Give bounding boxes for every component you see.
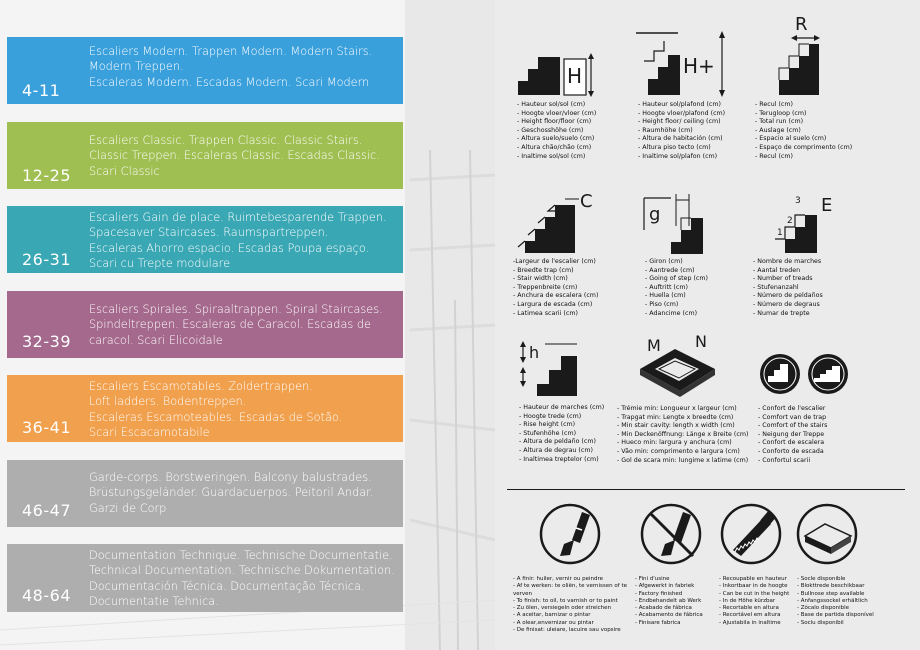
category-title: Documentation Technique. Technische Documentatie. Technical Documentation. Technische Dokumentation. Documentación Técnica. Documentação Técnica. Documentatie Tehnica.	[89, 549, 395, 609]
legend-list: - Hauteur sol/sol (cm) - Hoogte vloer/vloer (cm) - Height floor/floor (cm) - Geschosshöhe (cm) - Altura suelo/suelo (cm) - Altura chão/chão (cm) - Inaltime sol/sol (cm)	[517, 101, 597, 160]
legend-steps	[753, 185, 873, 330]
paint-brush-icon	[538, 500, 603, 565]
category-band-spiral[interactable]	[7, 291, 403, 358]
category-title: Escaliers Gain de place. Ruimtebesparende Trappen. Spacesaver Staircases. Raumspartreppen. Escaleras Ahorro espacio. Escadas Poupa espaço. Scari cu Trepte modulare	[89, 211, 387, 271]
symbol-label: R	[795, 14, 808, 35]
legend-list: - Recul (cm) - Terugloop (cm) - Total run (cm) - Auslage (cm) - Espacio al suelo (cm) - Espaço de comprimento (cm) - Recul (cm)	[755, 101, 853, 160]
legend-list: - Trémie min: Longueur x largeur (cm) - Trapgat min: Lengte x breedte (cm) - Min stair cavity: length x width (cm) - Min Deckenöffnung: Länge x Breite (cm) - Hueco min: largura y anchura (cm) - Vão min: comprimento e largura (cm) - Gol de scara min: lungime x latime (cm)	[617, 405, 749, 464]
category-band-documentation[interactable]	[7, 544, 403, 612]
category-band-balustrades[interactable]	[7, 460, 403, 527]
category-band-loft-ladders[interactable]	[7, 375, 403, 442]
finish-bullnose	[795, 500, 915, 650]
category-title: Escaliers Escamotables. Zoldertrappen. Loft ladders. Bodentreppen. Escaleras Escamoteables. Escadas de Sotão. Scari Escacamotabile	[89, 380, 343, 440]
comfort-icon-steep	[760, 354, 800, 394]
step-count-icon	[753, 185, 853, 257]
no-brush-icon	[639, 500, 704, 565]
legend-list: - Nombre de marches - Aantal treden - Number of treads - Stufenanzahl - Número de peldaños - Número de degraus - Numar de trepte	[753, 258, 823, 317]
symbol-label: H	[567, 64, 583, 88]
finish-list: - A finir: huiler, vernir ou peindre - Af te werken: te oliën, te vernissen of te verven - To finish: to oil, to varnish or to paint - Zu ölen, versiegeln oder streichen - A aceitar, barnizar o pintar - A olear,envernizar ou pintar - De finisat: uleiare, lacuire sau vopsire	[513, 576, 627, 634]
category-band-modern[interactable]	[7, 37, 403, 104]
comfort-icon-gentle	[808, 354, 848, 394]
stair-height-icon	[515, 35, 605, 100]
legend-list: - Confort de l'escalier - Comfort van de trap - Comfort of the stairs - Neigung der Treppe - Confort de escalera - Conforto de escada - Confortul scarii	[758, 405, 828, 464]
symbol-label: N	[695, 332, 707, 351]
step-number: 1	[777, 228, 783, 238]
category-title: Escaliers Spirales. Spiraaltrappen. Spiral Staircases. Spindeltreppen. Escaleras de Caracol. Escadas de caracol. Scari Elicoidale	[89, 303, 383, 347]
legend-list: - Hauteur sol/plafond (cm) - Hoogte vloer/plafond (cm) - Height floor/ ceiling (cm) - Raumhöhe (cm) - Altura de habitación (cm) - Altura piso tecto (cm) - Inaltime sol/plafon (cm)	[638, 101, 726, 160]
category-title: Garde-corps. Borstweringen. Balcony balustrades. Brüstungsgeländer. Guardacuerpos. Peitoril Andar. Garzi de Corp	[89, 471, 374, 515]
page-range: 36-41	[22, 418, 71, 437]
category-band-classic[interactable]	[7, 122, 403, 189]
legend-tremie	[615, 333, 765, 478]
stair-opening-icon	[615, 333, 750, 403]
comfort-icons	[758, 350, 858, 400]
finish-list: - Recoupable en hauteur - Inkortbaar in de hoogte - Can be cut in the height - In de Höhe kürzbar - Recortable en altura - Recortável em altura - Ajustabila in inaltime	[719, 576, 790, 626]
page-range: 12-25	[22, 166, 71, 185]
legend-height-ceiling	[636, 25, 746, 175]
step-number: 2	[787, 216, 793, 226]
legend-height-floor	[515, 35, 625, 175]
legend-panel	[495, 0, 920, 650]
symbol-label: h	[529, 343, 540, 362]
base-block-icon	[795, 500, 860, 565]
page-range: 46-47	[22, 501, 71, 520]
finish-list: - Socle disponible - Blokttrede beschikbaar - Bullnose step available - Anfangssockel erhältlich - Zócalo disponible - Base de partida disponível - Soclu disponibil	[797, 576, 874, 626]
section-divider	[507, 489, 905, 490]
legend-list: -Largeur de l'escalier (cm) - Breedte trap (cm) - Stair width (cm) - Treppenbreite (cm) - Anchura de escalera (cm) - Largura de escada (cm) - Latimea scarii (cm)	[513, 258, 599, 317]
legend-width	[513, 185, 633, 330]
symbol-label: M	[647, 336, 661, 355]
symbol-label: E	[821, 195, 833, 216]
saw-icon	[719, 500, 784, 565]
legend-recul	[753, 12, 873, 177]
page-range: 4-11	[22, 81, 61, 100]
legend-list: - Hauteur de marches (cm) - Hoogte trede (cm) - Rise height (cm) - Stufenhöhe (cm) - Altura de peldaño (cm) - Altura de degrau (cm) - Inaltimea treptelor (cm)	[519, 404, 605, 463]
legend-giron	[641, 190, 751, 330]
page-range: 26-31	[22, 250, 71, 269]
category-title: Escaliers Modern. Trappen Modern. Modern Stairs. Modern Treppen. Escaleras Modern. Escadas Modern. Scari Modern	[89, 45, 373, 89]
page-range: 32-39	[22, 332, 71, 351]
symbol-label: C	[580, 191, 593, 212]
page-range: 48-64	[22, 586, 71, 605]
symbol-label: g	[649, 204, 661, 225]
category-band-spacesaver[interactable]	[7, 206, 403, 273]
stair-width-icon	[513, 185, 613, 260]
legend-list: - Giron (cm) - Aantrede (cm) - Going of step (cm) - Auftritt (cm) - Huella (cm) - Piso (cm) - Adancime (cm)	[645, 258, 708, 317]
step-number: 3	[795, 196, 801, 206]
stair-run-icon	[753, 12, 853, 102]
category-title: Escaliers Classic. Trappen Classic. Classic Stairs. Classic Treppen. Escaleras Classic. Escadas Classic. Scari Classic	[89, 134, 380, 178]
rise-height-icon	[515, 338, 605, 400]
stair-ceiling-icon	[636, 25, 731, 100]
finish-list: - Fini d'usine - Afgewerkt in fabriek - Factory finished - Endbehandelt ab Werk - Acabado de fábrica - Acabamento de fábrica - Finisare fabrica	[635, 576, 703, 626]
finish-oil-varnish	[513, 500, 633, 650]
legend-comfort	[758, 350, 878, 480]
step-going-icon	[641, 190, 736, 260]
symbol-label: H+	[683, 54, 715, 78]
